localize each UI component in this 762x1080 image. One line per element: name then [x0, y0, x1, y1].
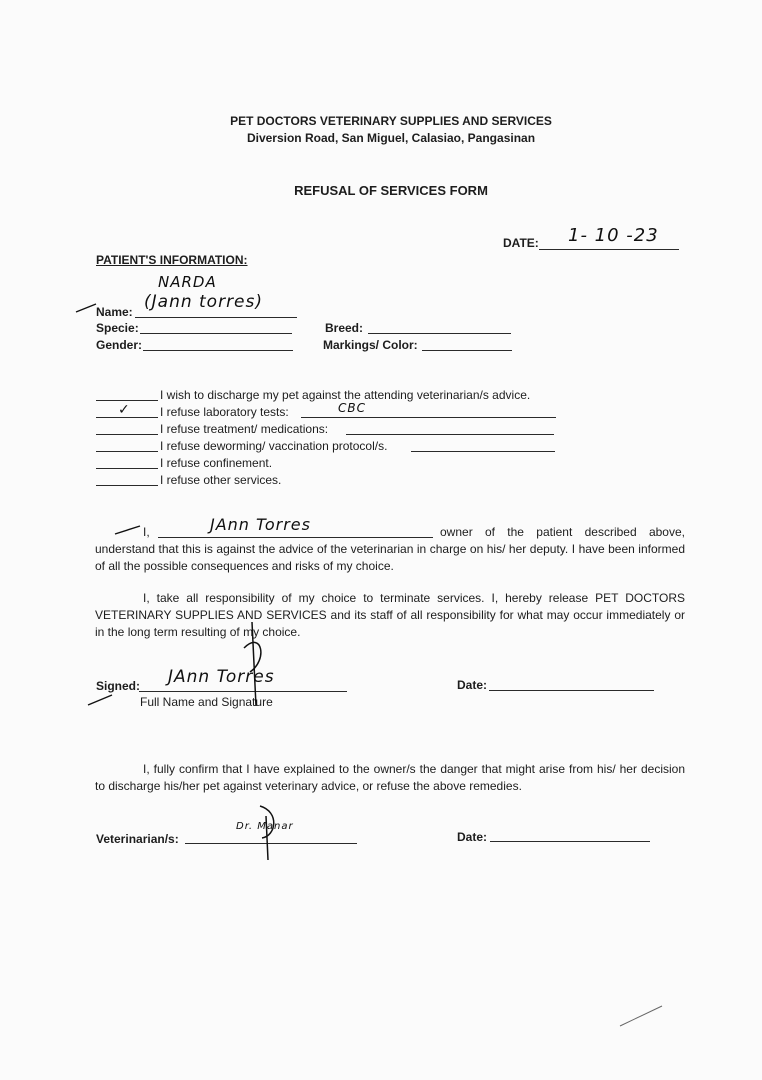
markings-label: Markings/ Color: — [323, 338, 418, 352]
statement-i: I, — [143, 525, 150, 539]
name-tick-mark — [76, 304, 96, 312]
lab-tests-value[interactable]: CBC — [338, 401, 366, 415]
gender-label: Gender: — [96, 338, 143, 352]
owner-signature-stroke — [244, 622, 261, 706]
option-text-3: I refuse treatment/ medications: — [160, 422, 329, 436]
corner-scribble — [620, 1006, 662, 1026]
option-text-6: I refuse other services. — [160, 473, 282, 487]
option-text-1: I wish to discharge my pet against the attending veterinarian/s advice. — [160, 388, 531, 402]
patient-section-title: PATIENT'S INFORMATION: — [96, 253, 248, 267]
breed-label: Breed: — [325, 321, 364, 335]
vet-signature-stroke — [260, 806, 274, 860]
date-value[interactable]: 1- 10 -23 — [568, 225, 659, 246]
owner-name-value[interactable]: JAnn Torres — [210, 515, 311, 534]
specie-label: Specie: — [96, 321, 139, 335]
signed-value[interactable]: JAnn Torres — [168, 667, 275, 687]
signed-date-label: Date: — [457, 678, 488, 692]
owner-tick-mark — [115, 526, 140, 534]
name-value-top[interactable]: NARDA — [158, 273, 217, 291]
signed-caption: Full Name and Signature — [140, 695, 273, 709]
veterinarian-label: Veterinarian/s: — [96, 832, 179, 846]
option-text-4: I refuse deworming/ vaccination protocol/s. — [160, 439, 388, 453]
option-text-5: I refuse confinement. — [160, 456, 273, 470]
signed-tick-mark — [88, 695, 112, 705]
date-label: DATE: — [503, 236, 539, 250]
statement-paragraph: understand that this is against the advice of the veterinarian in charge on his/ her deputy. I have been informed of all the possible consequences and risks of my choice. — [95, 542, 685, 573]
name-value[interactable]: (Jann torres) — [144, 292, 264, 312]
name-label: Name: — [96, 305, 133, 319]
statement-line-rest: owner of the patient described above, — [440, 525, 685, 539]
option-text-2: I refuse laboratory tests: — [160, 405, 289, 419]
veterinarian-date-label: Date: — [457, 830, 488, 844]
confirmation-paragraph: I, fully confirm that I have explained to the owner/s the danger that might arise from his/ her decision to discharge his/her pet against veterinary advice, or refuse the above remedies. — [95, 762, 685, 793]
veterinarian-value[interactable]: Dr. Manar — [236, 821, 294, 832]
signed-label: Signed: — [96, 679, 140, 693]
company-name: PET DOCTORS VETERINARY SUPPLIES AND SERVICES — [230, 114, 552, 128]
company-address: Diversion Road, San Miguel, Calasiao, Pangasinan — [246, 131, 536, 145]
option-check-mark: ✓ — [118, 402, 131, 418]
responsibility-paragraph: I, take all responsibility of my choice to terminate services. I, hereby release PET DOCTORS VETERINARY SUPPLIES AND SERVICES and its staff of all responsibility for what may occur immediately or in the long term resulting of my choice. — [95, 591, 685, 639]
form-title: REFUSAL OF SERVICES FORM — [294, 183, 488, 198]
